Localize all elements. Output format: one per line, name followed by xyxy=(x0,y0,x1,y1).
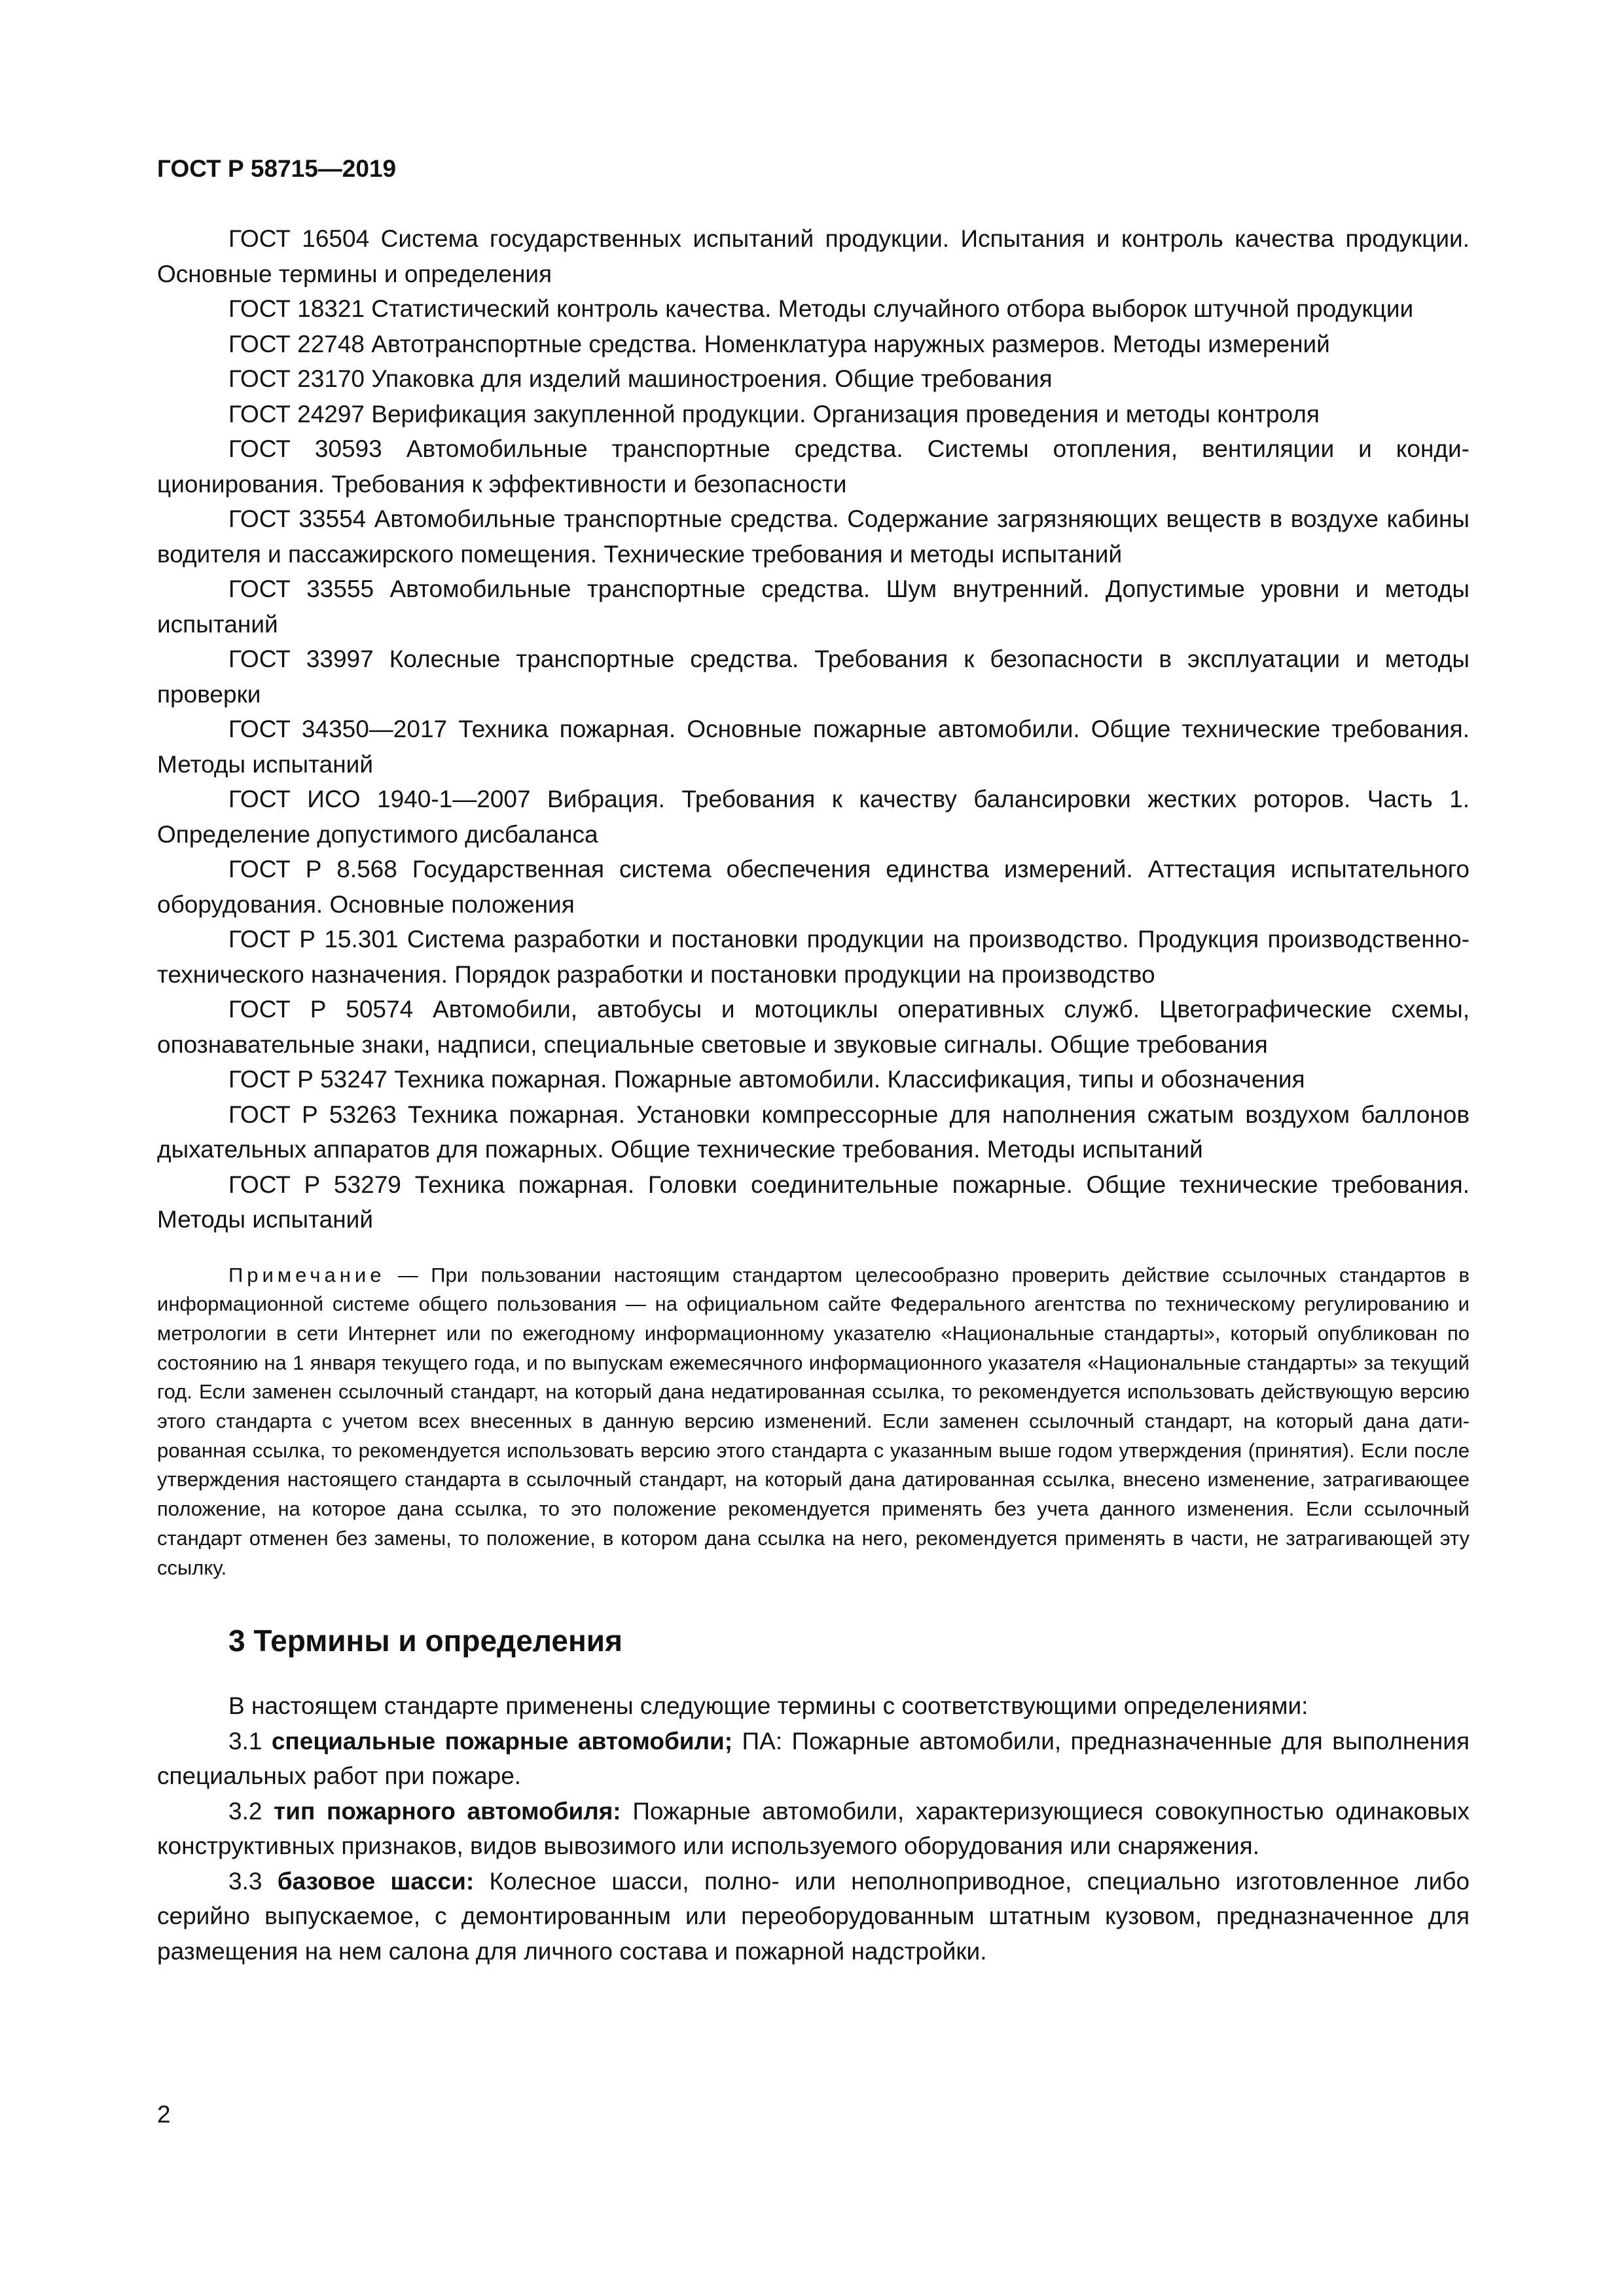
reference-item: ГОСТ 33555 Автомобильные транспортные средства. Шум внутренний. Допустимые уровни и методы испытаний xyxy=(157,575,1470,638)
term-text: ПА: Пожарные автомобили, предназначенные для выполнения специальных работ при пожаре. xyxy=(157,1727,1470,1790)
reference-item: ГОСТ Р 8.568 Государственная система обеспечения единства измерений. Аттестация испытательного оборудования. Основные положения xyxy=(157,856,1470,918)
note-paragraph xyxy=(157,1261,1470,1583)
document-header: ГОСТ Р 58715—2019 xyxy=(157,155,397,182)
reference-item: ГОСТ 22748 Автотранспортные средства. Номенклатура наружных размеров. Методы измерений xyxy=(228,330,1330,357)
reference-item: ГОСТ 30593 Автомобильные транспортные средства. Системы отопления, вентиляции и кондиционирования. Требования к эффективности и безопасности xyxy=(157,435,1470,498)
reference-item: ГОСТ ИСО 1940-1—2007 Вибрация. Требования к качеству балансировки жестких роторов. Часть 1. Определение допустимого дисбаланса xyxy=(157,786,1470,848)
reference-item: ГОСТ 16504 Система государственных испытаний продукции. Испытания и контроль качества продукции. Основные термины и определения xyxy=(157,225,1470,287)
note-label: Примечание xyxy=(228,1263,386,1286)
term-name: специальные пожарные автомобили; xyxy=(271,1727,733,1755)
term-definition xyxy=(157,1794,1470,1864)
reference-item: ГОСТ Р 53263 Техника пожарная. Установки компрессорные для наполнения сжатым воздухом баллонов дыхательных аппаратов для пожарных. Общие технические требования. Методы испытаний xyxy=(157,1101,1470,1163)
term-definition xyxy=(157,1724,1470,1794)
reference-item: ГОСТ Р 53247 Техника пожарная. Пожарные автомобили. Классификация, типы и обозначения xyxy=(228,1066,1305,1093)
term-number: 3.1 xyxy=(228,1727,262,1755)
reference-item: ГОСТ Р 53279 Техника пожарная. Головки соединительные пожарные. Общие технические требования. Методы испытаний xyxy=(157,1171,1470,1233)
reference-item: ГОСТ 33554 Автомобильные транспортные средства. Содержание загрязняющих веществ в воздухе кабины водителя и пассажирского помещения. Технические требования и методы испытаний xyxy=(157,505,1470,568)
reference-item: ГОСТ 34350—2017 Техника пожарная. Основные пожарные автомобили. Общие технические требования. Методы испытаний xyxy=(157,716,1470,778)
section-intro: В настоящем стандарте применены следующие термины с соответствующими определениями: xyxy=(228,1692,1308,1720)
reference-item: ГОСТ 33997 Колесные транспортные средства. Требования к безопасности в эксплуатации и методы проверки xyxy=(157,646,1470,708)
term-text: Колесное шасси, полно- или неполноприводное, специально изготовленное либо серийно выпускаемое, с демонтированным или переоборудованным штатным кузовом, предназначенное для размещения на нем салона для личного состава и пожарной надстройки. xyxy=(157,1867,1470,1965)
page-content xyxy=(157,221,1470,1969)
note-text: — При пользовании настоящим стандартом целесообразно проверить действие ссылочных стандартов в информационной системе общего пользования — на официальном сайте Федерального агентства по техническому регулированию и метрологии в сети Интернет или по ежегодному информационному указателю «Национальные стандарты», который опубликован по состоянию на 1 января текущего года, и по выпускам ежемесячного информационного указателя «Национальные стандарты» за текущий год. Если заменен ссылочный стандарт, на который дана недатированная ссылка, то рекомендуется использовать действующую версию этого стандарта с учетом всех внесенных в данную версию изменений. Если заменен ссылочный стандарт, на который дана датированная ссылка, то рекомендуется использовать версию этого стандарта с указанным выше годом утверждения (принятия). Если после утверждения настоящего стандарта в ссылочный стандарт, на который дана датированная ссылка, внесено изменение, затрагивающее положение, на которое дана ссылка, то это положение рекомендуется применять без учета данного изменения. Если ссылочный стандарт отменен без замены, то положение, в котором дана ссылка на него, рекомендуется применять в части, не затрагивающей эту ссылку. xyxy=(157,1263,1470,1579)
term-number: 3.3 xyxy=(228,1867,262,1895)
section-title: 3 Термины и определения xyxy=(228,1624,623,1658)
reference-item: ГОСТ 24297 Верификация закупленной продукции. Организация проведения и методы контроля xyxy=(228,400,1320,428)
term-name: базовое шасси: xyxy=(277,1867,475,1895)
term-number: 3.2 xyxy=(228,1797,262,1825)
reference-item: ГОСТ 18321 Статистический контроль качества. Методы случайного отбора выборок штучной продукции xyxy=(228,295,1414,322)
term-definition xyxy=(157,1864,1470,1969)
reference-item: ГОСТ 23170 Упаковка для изделий машиностроения. Общие требования xyxy=(228,365,1053,392)
reference-item: ГОСТ Р 50574 Автомобили, автобусы и мотоциклы оперативных служб. Цветографические схемы, опознавательные знаки, надписи, специальные световые и звуковые сигналы. Общие требования xyxy=(157,996,1470,1058)
term-name: тип пожарного автомобиля: xyxy=(274,1797,621,1825)
page-number: 2 xyxy=(157,2101,171,2128)
reference-item: ГОСТ Р 15.301 Система разработки и постановки продукции на производство. Продукция производственно-технического назначения. Порядок разработки и постановки продукции на производство xyxy=(157,926,1470,988)
term-text: Пожарные автомобили, характеризующиеся совокупностью одинаковых конструктивных признаков, видов вывозимого или используемого оборудования или снаряжения. xyxy=(157,1797,1470,1860)
reference-list xyxy=(157,221,1470,1237)
